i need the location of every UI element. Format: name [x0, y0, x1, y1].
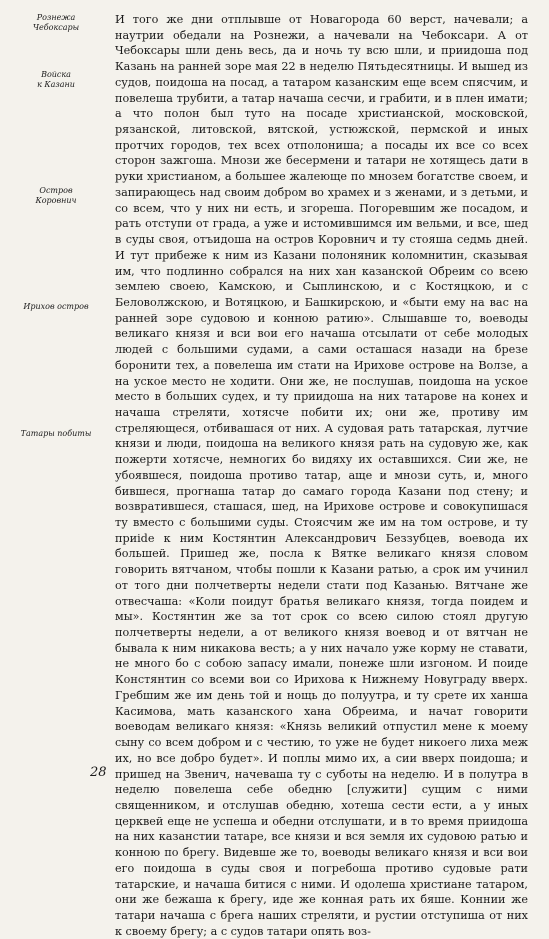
margin-note-korovnich-island: Остров Коровнич	[35, 186, 77, 205]
margin-note-tatars-defeated: Татары побиты	[20, 429, 92, 438]
main-paragraph: И того же дни отплывше от Новагорода 60 верст, начевали; а наутрии обедали на Рознежи, а начевали на Чебоксари. А от Чебоксары шли день весь, да и ночь ту всю шли, и приидоша под Казань на ранней зоре мая 22 в неделю Пятьдесятницы. И вышед из судов, поидоша на посад, а татаром казанским еще всем спясчим, и повелеша трубити, а татар начаша сесчи, и грабити, и в плен имати; а что полон был туто на посаде христианской, московской, рязанской, литовской, вятской, устюжской, пермской и иных протчих городов, тех всех отполониша; а посады их все со всех сторон зажгоша. Мнози же бесермени и татари не хотящесь дати в руки христианом, а большее жалеюще по мнозем богатстве своем, и запирающесь над своим добром во храмех и з женами, и з детьми, и со всем, что у них ни есть, и згореша. Погоревшим же посадом, и рать отступи от града, а уже и истомившимся им вельми, и все, шед в суды своя, отъидоша на остров Коровнич и ту стояша седмь дней. И тут прибеже к ним из Казани полоняник коломнитин, сказывая им, что подлинно собрался на них хан казанской Обреим со всею землею своею, Камскою, и Сыплинскою, и с Костяцкою, и с Беловолжскою, и Вотяцкою, и Башкирскою, и «быти ему на вас на ранней зоре судовою и конною ратию». Слышавше то, воеводы великаго князя и вси вои его начаша отсылати от себе молодых людей с большими судами, а сами осташася назади на брезе боронити тех, а повелеша им стати на Ирихове острове на Волзе, а на уское место не ходити. Они же, не послушав, поидоша на уское место в больших судех, и ту приидоша на них татарове на конех и начаша стреляти, хотясче побити их; они же, противу им стреляющеся, отбивашася от них. А судовая рать татарская, лутчие князи и люди, поидоша на великого князя рать на судовую же, как пожерти хотясче, немногих бо видяху их оставшихся. Сии же, не убоявшеся, поидоша противо татар, аще и мнози суть, и, много бившеся, прогнаша татар до самаго города Казани под стену; и возвратившеся, сташася, шед, на Ирихове острове и совокупишася ту вместо с большими суды. Стоясчим же им на том острове, и ту приide к ним Костянтин Александрович Беззубцев, воевода их большей. Пришед же, посла к Вятке великаго князя словом говорить вятчаном, чтобы пошли к Казани ратью, а срок им учинил от того дни полчетверты недели стати под Казанью. Вятчане же отвесчаша: «Коли поидут братья великаго князя, тогда поидем и мы». Костянтин же за тот срок со всею силою стоял другую полчетверты недели, а от великого князя воевод и от вятчан не бывала к ним никакова весть; а у них начало уже корму не ставати, не много бо с собою запасу имали, понеже шли изгоном. И поиде Констянтин со всеми вои со Ирихова к Нижнему Новуграду вверх. Гребшим же им день той и нощь до полуутра, и ту срете их ханша Касимова, мать казанского хана Обреима, и начат говорити воеводам великаго князя: «Князь великий отпустил мене к моему сыну со всем добром и с честию, то уже не будет никоего лиха меж их, но все добро будет». И поплы мимо их, а сии вверх поидоша; и пришед на Звенич, начеваша ту с суботы на неделю. И в полутра в неделю повелеша себе обедню [служити] сущим с ними священником, и отслушав обедню, хотеша сести ести, а у иных церквей еще не успеша и обедни отслушати, и в то время приидоша на них казанстии татаре, все князи и вся земля их судовою ратью и конною по брегу. Видевше же то, воеводы великаго князя и вси вои его поидоша в суды своя и погребоша противо судовые рати татарские, и начаша битися с ними. И одолеша христиане татаром, они же бежаша к брегу, иде же конная рать их бяше. Коннии же татари начаша с брега наших стреляти, и рустии отступиша от них к своему брегу; а с судов татари опять воз-	[115, 13, 528, 938]
margin-note-irikhov-island: Ирихов остров	[23, 302, 89, 311]
margin-note-army-to-kazan: Войска к Казани	[37, 70, 75, 89]
margin-note-roznezha-cheboksary: Рознежа Чебоксары	[32, 13, 80, 32]
page-number: 28	[90, 765, 107, 780]
